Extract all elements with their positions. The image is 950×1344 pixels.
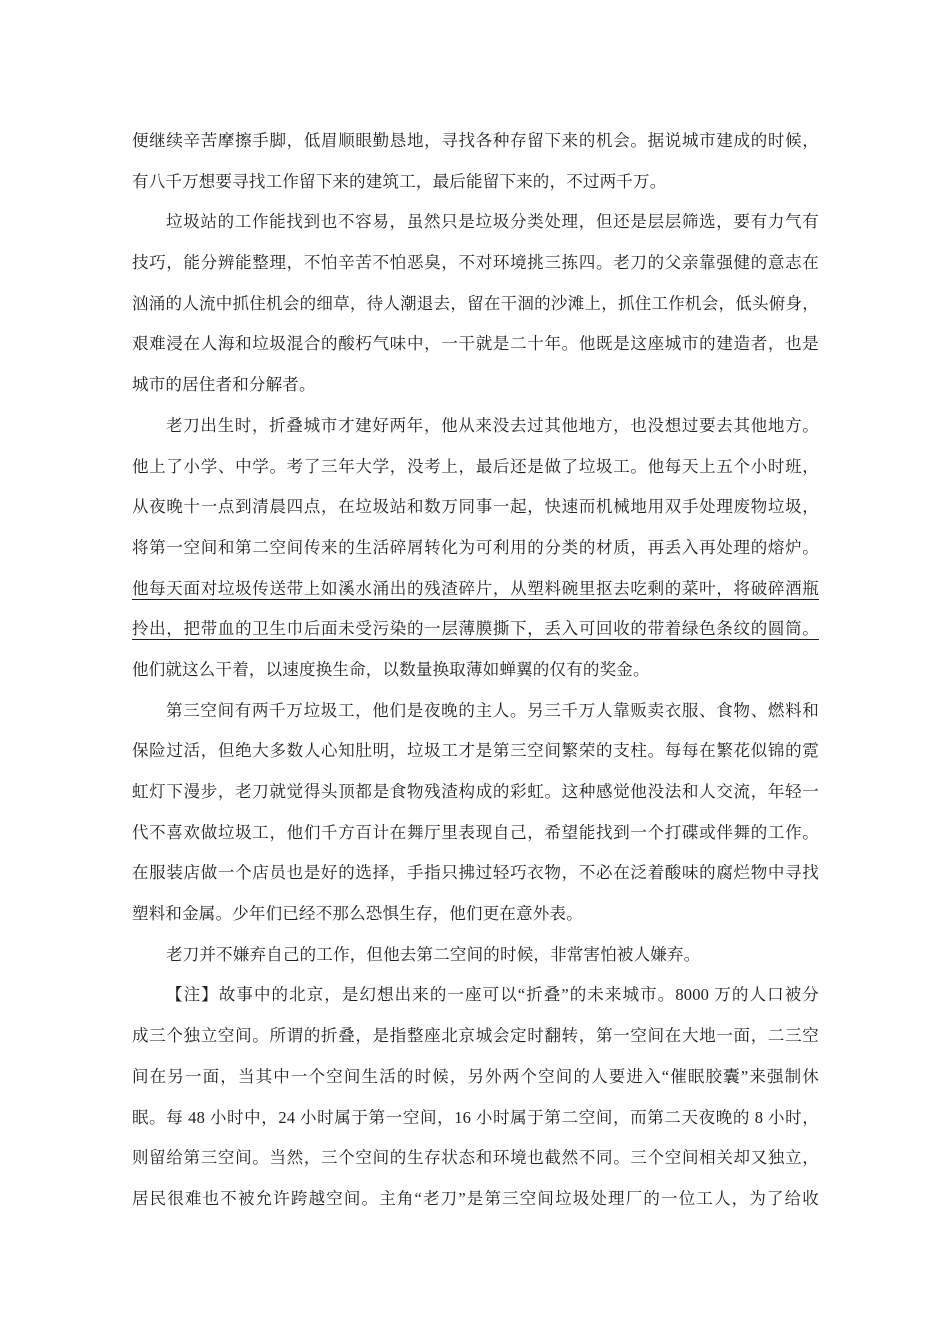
text-line: 居民很难也不被允许跨越空间。主角“老刀”是第三空间垃圾处理厂的一位工人，为了给收: [132, 1188, 819, 1208]
text-line: 拎出，把带血的卫生巾后面未受污染的一层薄膜撕下，丢入可回收的带着绿色条纹的圆筒。: [132, 619, 819, 639]
text-line: 他上了小学、中学。考了三年大学，没考上，最后还是做了垃圾工。他每天上五个小时班，: [132, 456, 819, 476]
text-line: 有八千万想要寻找工作留下来的建筑工，最后能留下来的，不过两千万。: [132, 171, 667, 191]
text-line: 老刀出生时，折叠城市才建好两年，他从来没去过其他地方，也没想过要去其他地方。: [166, 415, 819, 435]
text-line: 塑料和金属。少年们已经不那么恐惧生存，他们更在意外表。: [132, 904, 583, 924]
text-line: 他每天面对垃圾传送带上如溪水涌出的残渣碎片，从塑料碗里抠去吃剩的菜叶，将破碎酒瓶: [132, 578, 819, 598]
text-line: 代不喜欢做垃圾工，他们千方百计在舞厅里表现自己，希望能找到一个打碟或伴舞的工作。: [132, 822, 819, 842]
text-line: 将第一空间和第二空间传来的生活碎屑转化为可利用的分类的材质，再丢入再处理的熔炉。: [132, 537, 819, 557]
text-line: 垃圾站的工作能找到也不容易，虽然只是垃圾分类处理，但还是层层筛选，要有力气有: [166, 212, 819, 232]
text-line: 成三个独立空间。所谓的折叠，是指整座北京城会定时翻转，第一空间在大地一面，二三空: [132, 1026, 819, 1046]
text-line: 汹涌的人流中抓住机会的细草，待人潮退去，留在干涸的沙滩上，抓住工作机会，低头俯身，: [132, 293, 819, 313]
document-page-text: [132, 121, 819, 1220]
text-line: 老刀并不嫌弃自己的工作，但他去第二空间的时候，非常害怕被人嫌弃。: [166, 944, 701, 964]
text-line: 他们就这么干着，以速度换生命，以数量换取薄如蝉翼的仅有的奖金。: [132, 659, 650, 679]
text-line: 艰难浸在人海和垃圾混合的酸朽气味中，一干就是二十年。他既是这座城市的建造者，也是: [132, 334, 819, 354]
text-line: 便继续辛苦摩擦手脚，低眉顺眼勤恳地，寻找各种存留下来的机会。据说城市建成的时候，: [132, 131, 819, 150]
text-line: 城市的居住者和分解者。: [132, 375, 316, 395]
text-line: 从夜晚十一点到清晨四点，在垃圾站和数万同事一起，快速而机械地用双手处理废物垃圾，: [132, 497, 819, 517]
text-line: 【注】故事中的北京，是幻想出来的一座可以“折叠”的未来城市。8000 万的人口被分: [166, 985, 819, 1005]
text-line: 在服装店做一个店员也是好的选择，手指只拂过轻巧衣物，不必在泛着酸味的腐烂物中寻找: [132, 863, 819, 883]
text-line: 间在另一面，当其中一个空间生活的时候，另外两个空间的人要进入“催眠胶囊”来强制休: [132, 1066, 819, 1086]
text-line: 技巧，能分辨能整理，不怕辛苦不怕恶臭，不对环境挑三拣四。老刀的父亲靠强健的意志在: [132, 253, 819, 273]
text-line: 眠。每 48 小时中，24 小时属于第一空间，16 小时属于第二空间，而第二天夜晚的 8 小时，: [132, 1107, 819, 1127]
text-line: 第三空间有两千万垃圾工，他们是夜晚的主人。另三千万人靠贩卖衣服、食物、燃料和: [166, 700, 819, 720]
text-line: 保险过活，但绝大多数人心知肚明，垃圾工才是第三空间繁荣的支柱。每每在繁花似锦的霓: [132, 741, 819, 761]
text-line: 则留给第三空间。当然，三个空间的生存状态和环境也截然不同。三个空间相关却又独立，: [132, 1148, 819, 1168]
text-line: 虹灯下漫步，老刀就觉得头顶都是食物残渣构成的彩虹。这种感觉他没法和人交流，年轻一: [132, 782, 819, 801]
